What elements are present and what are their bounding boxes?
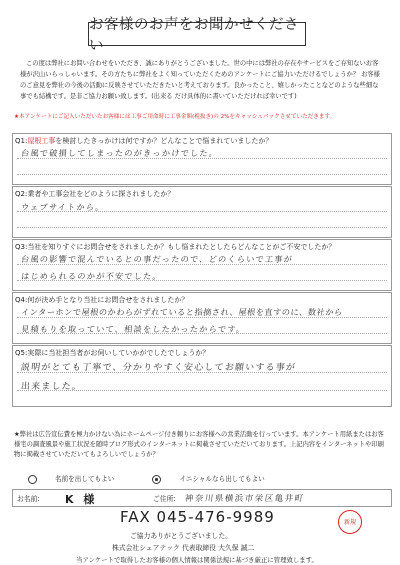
question-box-q2 (12, 186, 392, 238)
fax-number: FAX 045-476-9989 (120, 508, 275, 526)
question-label: Q3:当社を知りすぐにお問合せをされましたか？もし悩まれたとしたらどんなことがご不安でしたか？ (15, 243, 336, 251)
question-box-q1 (12, 133, 392, 185)
name-address-row (12, 489, 392, 507)
consent-option-name[interactable]: 名前を出してもよい (28, 475, 132, 483)
question-label: Q1:屋根工事を検討したきっかけは何ですか？どんなことで悩まれていましたか？ (15, 137, 273, 145)
intro-text (20, 58, 382, 102)
answer-text[interactable]: はじめられるのかが不安でした。 (20, 271, 163, 281)
question-box-q4 (12, 292, 392, 344)
stamp-seal: 新規 (338, 510, 362, 534)
privacy-note: 当アンケートで取得したお客様の個人情報は関係法規に基づき厳正に管理致します。 (76, 556, 318, 564)
question-highlight: 屋根工事 (27, 137, 56, 145)
publication-consent: ★弊社は広告宣伝費を極力かけない為にホームページ付き頼りにお客様への営業活動を行っています。本アンケート用紙またはお客様宅の調査風景や施工状況を随時ブログ形式のインターネットに掲載させていただいております。上記内容をインターネットや印刷物に掲載させていただいてもよろしいでしょうか？ (14, 431, 384, 458)
question-box-q3 (12, 239, 392, 291)
answer-text[interactable]: 説明がとても丁寧で、分かりやすく安心してお願いする事が (20, 363, 297, 373)
answer-text[interactable]: 見積もりを取っていて、相談をしたかったからです。 (20, 324, 246, 334)
answer-text[interactable]: ウェブサイトから。 (20, 202, 106, 212)
answer-text[interactable]: インターホンで屋根のかわらがずれていると指摘され、屋根を直すのに、数社から (20, 307, 344, 317)
answer-text[interactable]: 台風で破損してしまったのがきっかけでした。 (20, 148, 219, 158)
question-label: Q2:業者や工事会社をどのように探されましたか？ (15, 190, 175, 198)
question-label: Q4:何が決め手となり当社にお問合せをされましたか？ (15, 296, 189, 304)
page-title: お客様のお声をお聞かせください (88, 22, 306, 46)
consent-option-initial[interactable]: イニシャルなら出してもよい (152, 475, 282, 483)
answer-line (17, 227, 387, 228)
name-label: お名前: (17, 495, 40, 503)
question-label: Q5:実際に当社担当者がお伺いしていかがでしたでしょうか？ (15, 349, 210, 357)
answer-text[interactable]: 出来ました。 (20, 382, 83, 392)
radio-checked-icon[interactable] (152, 475, 161, 484)
question-box-q5 (12, 345, 392, 407)
company-signature: 株式会社シェアテック 代表取締役 大久保 誠二 (112, 544, 255, 552)
address-value[interactable]: 神奈川県横浜市栄区亀井町 (184, 493, 306, 503)
intro-body: この度は弊社にお問い合わせをいただき、誠にありがとうございました。世の中には弊社の存在やサービスをご存知ないお客様が沢山いらっしゃいます。その方たちに弊社をよく知っていただくためのアンケートにご協力いただけるでしょうか？ お客様のご意見を弊社の今後の活動に反映させていただきたいと考えております。良かったこと、嬉しかったことなどのような些細な事でも結構です。是非ご協力お願い致します。(出来る だけ具体的に書いていただければ幸いです) (20, 60, 380, 100)
radio-icon[interactable] (28, 475, 37, 484)
thanks-text: ご協力ありがとうございました。 (130, 532, 232, 540)
consent-options (28, 473, 301, 484)
answer-line (17, 174, 387, 175)
cashback-note: ★本アンケートにご記入いただいたお客様には工事ご用命時に工事金額(税抜き)の 2%をキャッシュバックさせていただきます。 (14, 114, 336, 120)
address-label: ご住所: (153, 495, 176, 503)
answer-text[interactable]: 台風の影響で混んでいるとの事だったので、どのくらいで工事が (20, 254, 294, 264)
name-value[interactable]: K 様 (65, 493, 98, 506)
